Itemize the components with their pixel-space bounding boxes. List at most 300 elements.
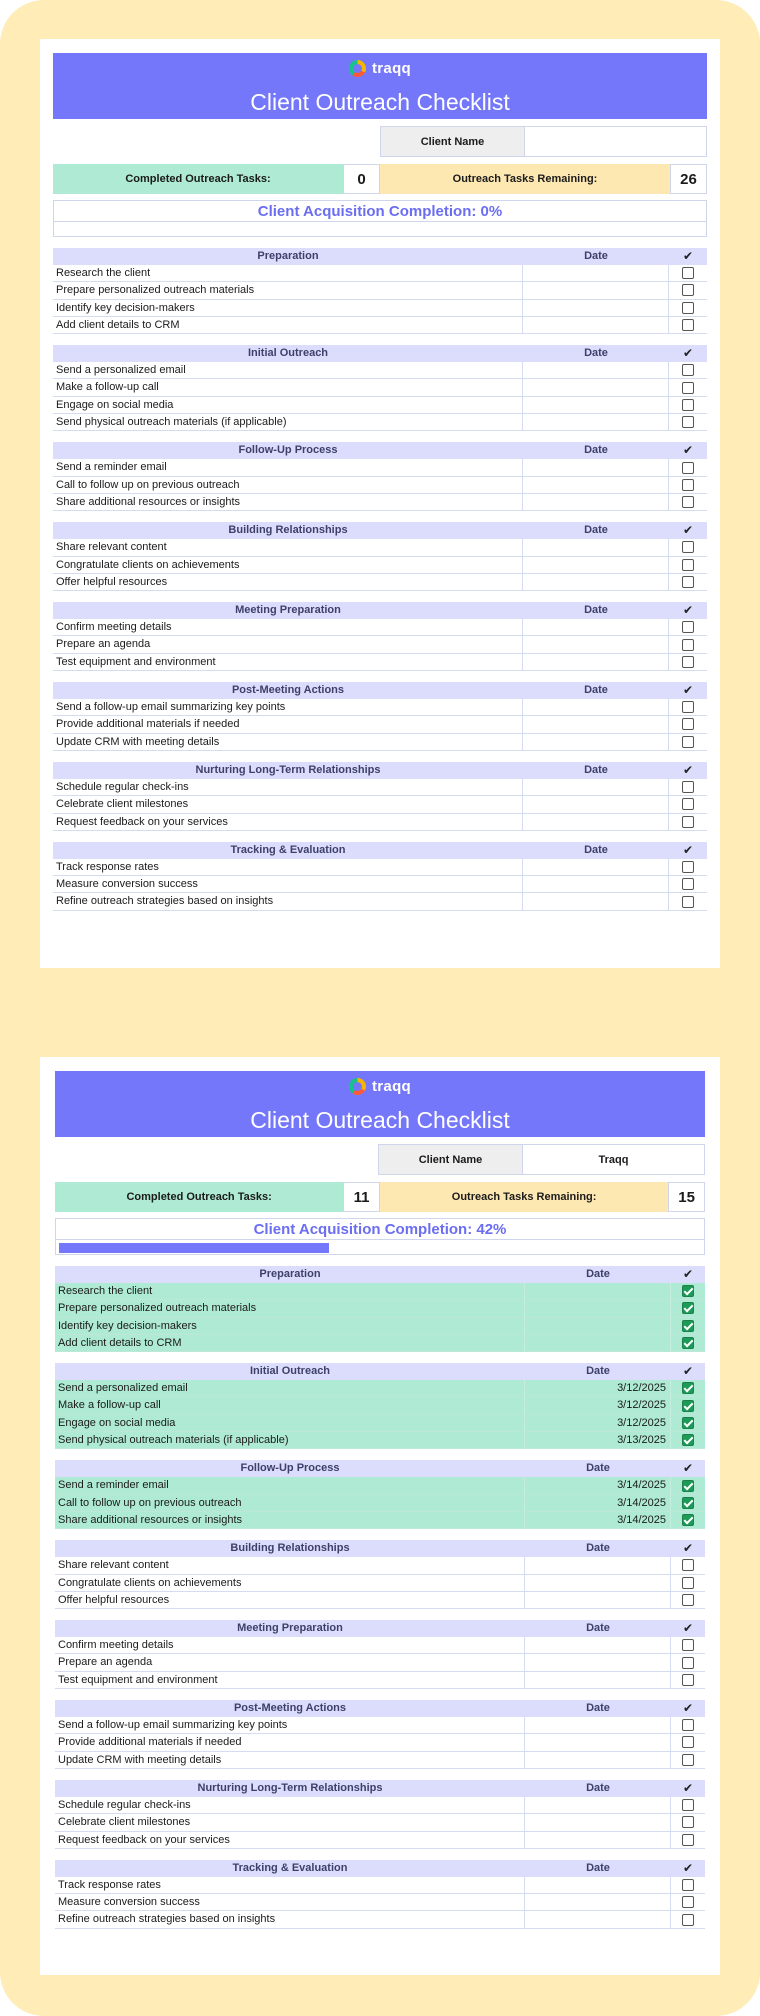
date-cell[interactable]	[525, 1300, 671, 1316]
table-row	[55, 1397, 705, 1414]
section-header	[53, 842, 707, 859]
date-cell[interactable]	[525, 1672, 671, 1688]
section-header	[55, 1700, 705, 1717]
checkbox[interactable]	[682, 639, 694, 651]
checkbox[interactable]	[682, 1674, 694, 1686]
table-row	[53, 282, 707, 299]
sheet-header	[55, 1071, 705, 1137]
section-title: Preparation	[259, 1268, 321, 1280]
table-row	[55, 1415, 705, 1432]
table-row	[55, 1832, 705, 1849]
checkbox[interactable]	[682, 416, 694, 428]
task-label: Engage on social media	[53, 397, 523, 413]
date-cell[interactable]	[523, 876, 669, 892]
task-label: Add client details to CRM	[53, 317, 523, 333]
task-label: Send physical outreach materials (if applicable)	[55, 1432, 525, 1448]
table-row	[53, 362, 707, 379]
task-checkbox-cell	[671, 1672, 705, 1688]
table-row	[55, 1752, 705, 1769]
task-checkbox-cell	[671, 1592, 705, 1608]
table-row	[53, 699, 707, 716]
task-checkbox-cell	[669, 779, 707, 795]
stats-row	[55, 1182, 705, 1212]
checkbox[interactable]	[682, 541, 694, 553]
task-checkbox-cell	[671, 1894, 705, 1910]
task-label: Refine outreach strategies based on insights	[53, 893, 523, 909]
task-label: Test equipment and environment	[53, 654, 523, 670]
checkbox[interactable]	[682, 1337, 694, 1349]
checkbox[interactable]	[682, 462, 694, 474]
check-column-header: ✔	[682, 842, 694, 857]
checkbox[interactable]	[682, 816, 694, 828]
date-column-header: Date	[584, 250, 608, 262]
section-header	[53, 762, 707, 779]
task-label: Update CRM with meeting details	[53, 734, 523, 750]
date-cell[interactable]	[525, 1814, 671, 1830]
checkbox[interactable]	[682, 656, 694, 668]
date-cell[interactable]	[523, 477, 669, 493]
date-cell[interactable]	[525, 1575, 671, 1591]
task-checkbox-cell	[669, 414, 707, 430]
checkbox[interactable]	[682, 1594, 694, 1606]
sections	[53, 248, 707, 911]
page-title: Client Outreach Checklist	[250, 89, 510, 115]
date-cell[interactable]	[523, 414, 669, 430]
task-label: Request feedback on your services	[53, 814, 523, 830]
table-row	[53, 859, 707, 876]
task-checkbox-cell	[671, 1300, 705, 1316]
task-label: Provide additional materials if needed	[55, 1734, 525, 1750]
section-header	[55, 1266, 705, 1283]
date-cell[interactable]	[523, 282, 669, 298]
date-cell[interactable]	[523, 459, 669, 475]
task-label: Share additional resources or insights	[55, 1512, 525, 1528]
client-name-row	[55, 1144, 705, 1175]
table-row	[53, 459, 707, 476]
task-checkbox-cell	[671, 1335, 705, 1351]
date-cell[interactable]	[525, 1592, 671, 1608]
sheet-header	[53, 53, 707, 119]
checkbox[interactable]	[682, 1754, 694, 1766]
date-cell[interactable]	[523, 397, 669, 413]
table-row	[53, 779, 707, 796]
section-nurturing-long-term-relationships	[53, 762, 707, 831]
check-column-header: ✔	[682, 683, 694, 698]
date-cell[interactable]	[523, 317, 669, 333]
check-column-header: ✔	[682, 762, 694, 777]
section-follow-up-process	[55, 1460, 705, 1529]
check-column-header: ✔	[682, 1701, 694, 1716]
section-preparation	[53, 248, 707, 334]
date-column-header: Date	[586, 1542, 610, 1555]
date-cell[interactable]: 3/12/2025	[525, 1415, 671, 1431]
checkbox[interactable]	[682, 1799, 694, 1811]
date-cell[interactable]	[523, 574, 669, 590]
date-cell[interactable]: 3/14/2025	[525, 1495, 671, 1511]
checkbox[interactable]	[682, 1657, 694, 1669]
check-column-header: ✔	[682, 443, 694, 458]
check-column-header: ✔	[682, 1461, 694, 1476]
table-row	[53, 654, 707, 671]
completed-tasks-count: 11	[343, 1182, 380, 1212]
check-column-header: ✔	[682, 1860, 694, 1875]
date-cell[interactable]: 3/14/2025	[525, 1477, 671, 1493]
task-checkbox-cell	[669, 459, 707, 475]
checkbox[interactable]	[682, 1914, 694, 1926]
date-cell[interactable]	[523, 619, 669, 635]
date-cell[interactable]	[525, 1335, 671, 1351]
section-title: Preparation	[257, 250, 319, 262]
checkbox[interactable]	[682, 736, 694, 748]
table-row	[55, 1335, 705, 1352]
task-label: Schedule regular check-ins	[55, 1797, 525, 1813]
task-checkbox-cell	[671, 1797, 705, 1813]
task-label: Measure conversion success	[53, 876, 523, 892]
checkbox[interactable]	[682, 479, 694, 491]
task-checkbox-cell	[671, 1415, 705, 1431]
check-column-header: ✔	[682, 1780, 694, 1795]
table-row	[55, 1477, 705, 1494]
table-row	[55, 1300, 705, 1317]
checkbox[interactable]	[682, 1302, 694, 1314]
checkbox[interactable]	[682, 1480, 694, 1492]
task-checkbox-cell	[671, 1734, 705, 1750]
task-label: Celebrate client milestones	[53, 796, 523, 812]
checkbox[interactable]	[682, 364, 694, 376]
date-cell[interactable]	[523, 859, 669, 875]
table-row	[53, 414, 707, 431]
task-checkbox-cell	[669, 265, 707, 281]
checkbox[interactable]	[682, 1719, 694, 1731]
checkbox[interactable]	[682, 1896, 694, 1908]
task-checkbox-cell	[669, 636, 707, 652]
checkbox[interactable]	[682, 382, 694, 394]
completion-divider	[54, 221, 706, 222]
progress-bar	[59, 1243, 701, 1253]
section-header	[55, 1363, 705, 1380]
date-cell[interactable]	[525, 1717, 671, 1733]
task-checkbox-cell	[669, 494, 707, 510]
table-row	[55, 1672, 705, 1689]
check-column-header: ✔	[682, 1541, 694, 1556]
checkbox[interactable]	[682, 1514, 694, 1526]
section-title: Nurturing Long-Term Relationships	[197, 1781, 383, 1794]
table-row	[55, 1797, 705, 1814]
date-cell[interactable]	[525, 1557, 671, 1573]
checkbox[interactable]	[682, 718, 694, 730]
table-row	[55, 1911, 705, 1928]
task-checkbox-cell	[671, 1814, 705, 1830]
task-checkbox-cell	[671, 1877, 705, 1893]
date-cell[interactable]	[523, 539, 669, 555]
sections	[55, 1266, 705, 1929]
date-cell[interactable]	[525, 1283, 671, 1299]
date-cell[interactable]	[523, 796, 669, 812]
checkbox[interactable]	[682, 1559, 694, 1571]
section-header	[55, 1540, 705, 1557]
section-post-meeting-actions	[53, 682, 707, 751]
date-cell[interactable]: 3/13/2025	[525, 1432, 671, 1448]
task-label: Update CRM with meeting details	[55, 1752, 525, 1768]
table-row	[55, 1877, 705, 1894]
table-row	[55, 1283, 705, 1300]
date-cell[interactable]	[523, 300, 669, 316]
date-cell[interactable]	[523, 557, 669, 573]
task-checkbox-cell	[671, 1432, 705, 1448]
table-row	[53, 619, 707, 636]
task-label: Make a follow-up call	[55, 1397, 525, 1413]
client-name-field[interactable]: Traqq	[523, 1144, 705, 1175]
task-label: Test equipment and environment	[55, 1672, 525, 1688]
check-column-header: ✔	[682, 603, 694, 618]
date-column-header: Date	[584, 843, 608, 856]
task-label: Share relevant content	[55, 1557, 525, 1573]
task-label: Request feedback on your services	[55, 1832, 525, 1848]
section-header	[53, 248, 707, 265]
table-row	[53, 317, 707, 334]
table-row	[53, 814, 707, 831]
date-column-header: Date	[584, 444, 608, 457]
task-checkbox-cell	[671, 1380, 705, 1396]
date-cell[interactable]	[523, 265, 669, 281]
date-cell[interactable]	[523, 379, 669, 395]
section-header	[55, 1860, 705, 1877]
task-checkbox-cell	[669, 734, 707, 750]
checkbox[interactable]	[682, 1577, 694, 1589]
remaining-tasks-label: Outreach Tasks Remaining:	[380, 164, 670, 194]
section-title: Post-Meeting Actions	[231, 684, 345, 697]
task-label: Celebrate client milestones	[55, 1814, 525, 1830]
checkbox[interactable]	[682, 1320, 694, 1332]
section-follow-up-process	[53, 442, 707, 511]
checkbox[interactable]	[682, 1736, 694, 1748]
checkbox[interactable]	[682, 781, 694, 793]
date-cell[interactable]	[525, 1797, 671, 1813]
section-header	[53, 345, 707, 362]
task-label: Track response rates	[55, 1877, 525, 1893]
section-initial-outreach	[55, 1363, 705, 1449]
checkbox[interactable]	[682, 1816, 694, 1828]
brand	[55, 1078, 705, 1095]
checkbox[interactable]	[682, 861, 694, 873]
date-cell[interactable]	[525, 1752, 671, 1768]
task-label: Share relevant content	[53, 539, 523, 555]
table-row	[55, 1592, 705, 1609]
traqq-logo-icon	[349, 1078, 366, 1095]
section-title: Building Relationships	[230, 1542, 350, 1555]
check-column-header: ✔	[682, 1621, 694, 1636]
checklist-sheet-in-progress	[40, 1057, 720, 1975]
date-cell[interactable]: 3/12/2025	[525, 1397, 671, 1413]
task-label: Prepare an agenda	[55, 1654, 525, 1670]
date-column-header: Date	[584, 524, 608, 537]
date-cell[interactable]	[523, 699, 669, 715]
completion-panel	[55, 1218, 705, 1255]
task-label: Identify key decision-makers	[55, 1318, 525, 1334]
task-label: Share additional resources or insights	[53, 494, 523, 510]
client-name-label: Client Name	[378, 1144, 523, 1175]
checkbox[interactable]	[682, 1879, 694, 1891]
task-label: Send a follow-up email summarizing key points	[55, 1717, 525, 1733]
table-row	[53, 893, 707, 910]
table-row	[55, 1432, 705, 1449]
checkbox[interactable]	[682, 496, 694, 508]
stats-row	[53, 164, 707, 194]
check-column-header: ✔	[682, 249, 694, 263]
remaining-tasks-count: 15	[668, 1182, 705, 1212]
date-column-header: Date	[586, 1365, 610, 1378]
task-checkbox-cell	[669, 796, 707, 812]
completion-divider	[56, 1239, 704, 1240]
table-row	[55, 1557, 705, 1574]
check-column-header: ✔	[682, 523, 694, 538]
task-checkbox-cell	[669, 699, 707, 715]
section-header	[53, 682, 707, 699]
date-cell[interactable]	[523, 654, 669, 670]
task-label: Send a reminder email	[53, 459, 523, 475]
task-checkbox-cell	[669, 282, 707, 298]
task-checkbox-cell	[669, 654, 707, 670]
checkbox[interactable]	[682, 559, 694, 571]
check-column-header: ✔	[682, 346, 694, 361]
date-cell[interactable]	[523, 779, 669, 795]
section-header	[53, 522, 707, 539]
checkbox[interactable]	[682, 621, 694, 633]
section-tracking-evaluation	[53, 842, 707, 911]
table-row	[53, 397, 707, 414]
task-checkbox-cell	[669, 574, 707, 590]
date-cell[interactable]	[525, 1894, 671, 1910]
date-cell[interactable]	[525, 1832, 671, 1848]
section-title: Meeting Preparation	[237, 1622, 343, 1635]
date-column-header: Date	[586, 1462, 610, 1475]
date-cell[interactable]: 3/14/2025	[525, 1512, 671, 1528]
date-cell[interactable]	[523, 362, 669, 378]
section-nurturing-long-term-relationships	[55, 1780, 705, 1849]
date-cell[interactable]	[523, 716, 669, 732]
task-checkbox-cell	[669, 814, 707, 830]
task-label: Prepare an agenda	[53, 636, 523, 652]
task-label: Track response rates	[53, 859, 523, 875]
checklist-sheet-empty	[40, 39, 720, 968]
task-label: Offer helpful resources	[53, 574, 523, 590]
task-label: Engage on social media	[55, 1415, 525, 1431]
checkbox[interactable]	[682, 1434, 694, 1446]
task-label: Offer helpful resources	[55, 1592, 525, 1608]
table-row	[55, 1575, 705, 1592]
table-row	[53, 876, 707, 893]
date-cell[interactable]	[523, 636, 669, 652]
task-label: Confirm meeting details	[53, 619, 523, 635]
client-name-field[interactable]	[525, 126, 707, 157]
task-label: Call to follow up on previous outreach	[55, 1495, 525, 1511]
date-cell[interactable]	[525, 1654, 671, 1670]
table-row	[55, 1380, 705, 1397]
checkbox[interactable]	[682, 1639, 694, 1651]
task-label: Make a follow-up call	[53, 379, 523, 395]
section-preparation	[55, 1266, 705, 1352]
task-label: Schedule regular check-ins	[53, 779, 523, 795]
checkbox[interactable]	[682, 284, 694, 296]
checkbox[interactable]	[682, 798, 694, 810]
checkbox[interactable]	[682, 302, 694, 314]
section-title: Initial Outreach	[249, 1365, 331, 1378]
table-row	[53, 557, 707, 574]
section-title: Follow-Up Process	[238, 444, 338, 457]
checkbox[interactable]	[682, 1417, 694, 1429]
section-header	[53, 602, 707, 619]
task-label: Congratulate clients on achievements	[53, 557, 523, 573]
traqq-logo-icon	[349, 60, 366, 77]
date-cell[interactable]	[523, 814, 669, 830]
task-label: Research the client	[53, 265, 523, 281]
date-cell[interactable]	[523, 893, 669, 909]
completed-tasks-count: 0	[343, 164, 380, 194]
checkbox[interactable]	[682, 319, 694, 331]
section-building-relationships	[55, 1540, 705, 1609]
checkbox[interactable]	[682, 878, 694, 890]
checkbox[interactable]	[682, 1400, 694, 1412]
date-cell[interactable]	[523, 494, 669, 510]
task-label: Call to follow up on previous outreach	[53, 477, 523, 493]
brand-name: traqq	[372, 60, 411, 77]
checkbox[interactable]	[682, 1497, 694, 1509]
client-name-row	[53, 126, 707, 157]
date-cell[interactable]	[525, 1911, 671, 1927]
task-checkbox-cell	[669, 619, 707, 635]
task-checkbox-cell	[669, 317, 707, 333]
table-row	[53, 734, 707, 751]
task-label: Measure conversion success	[55, 1894, 525, 1910]
task-label: Congratulate clients on achievements	[55, 1575, 525, 1591]
table-row	[55, 1894, 705, 1911]
completed-tasks-label: Completed Outreach Tasks:	[53, 164, 343, 194]
task-label: Send a personalized email	[55, 1380, 525, 1396]
page-title: Client Outreach Checklist	[250, 1107, 510, 1133]
task-checkbox-cell	[669, 557, 707, 573]
checkbox[interactable]	[682, 896, 694, 908]
date-cell[interactable]	[525, 1734, 671, 1750]
task-checkbox-cell	[671, 1283, 705, 1299]
date-cell[interactable]	[525, 1637, 671, 1653]
check-column-header: ✔	[682, 1364, 694, 1379]
section-header	[53, 442, 707, 459]
task-checkbox-cell	[671, 1637, 705, 1653]
date-cell[interactable]: 3/12/2025	[525, 1380, 671, 1396]
checkbox[interactable]	[682, 1285, 694, 1297]
task-checkbox-cell	[671, 1557, 705, 1573]
table-row	[53, 494, 707, 511]
task-checkbox-cell	[671, 1318, 705, 1334]
checkbox[interactable]	[682, 267, 694, 279]
section-initial-outreach	[53, 345, 707, 431]
checkbox[interactable]	[682, 399, 694, 411]
table-row	[53, 574, 707, 591]
date-column-header: Date	[586, 1702, 610, 1715]
section-meeting-preparation	[55, 1620, 705, 1689]
checkbox[interactable]	[682, 701, 694, 713]
checkbox[interactable]	[682, 1834, 694, 1846]
table-row	[53, 265, 707, 282]
checkbox[interactable]	[682, 576, 694, 588]
date-cell[interactable]	[523, 734, 669, 750]
date-cell[interactable]	[525, 1318, 671, 1334]
date-cell[interactable]	[525, 1877, 671, 1893]
section-title: Initial Outreach	[247, 347, 329, 360]
section-title: Tracking & Evaluation	[230, 843, 346, 856]
checkbox[interactable]	[682, 1382, 694, 1394]
section-title: Tracking & Evaluation	[232, 1861, 348, 1874]
